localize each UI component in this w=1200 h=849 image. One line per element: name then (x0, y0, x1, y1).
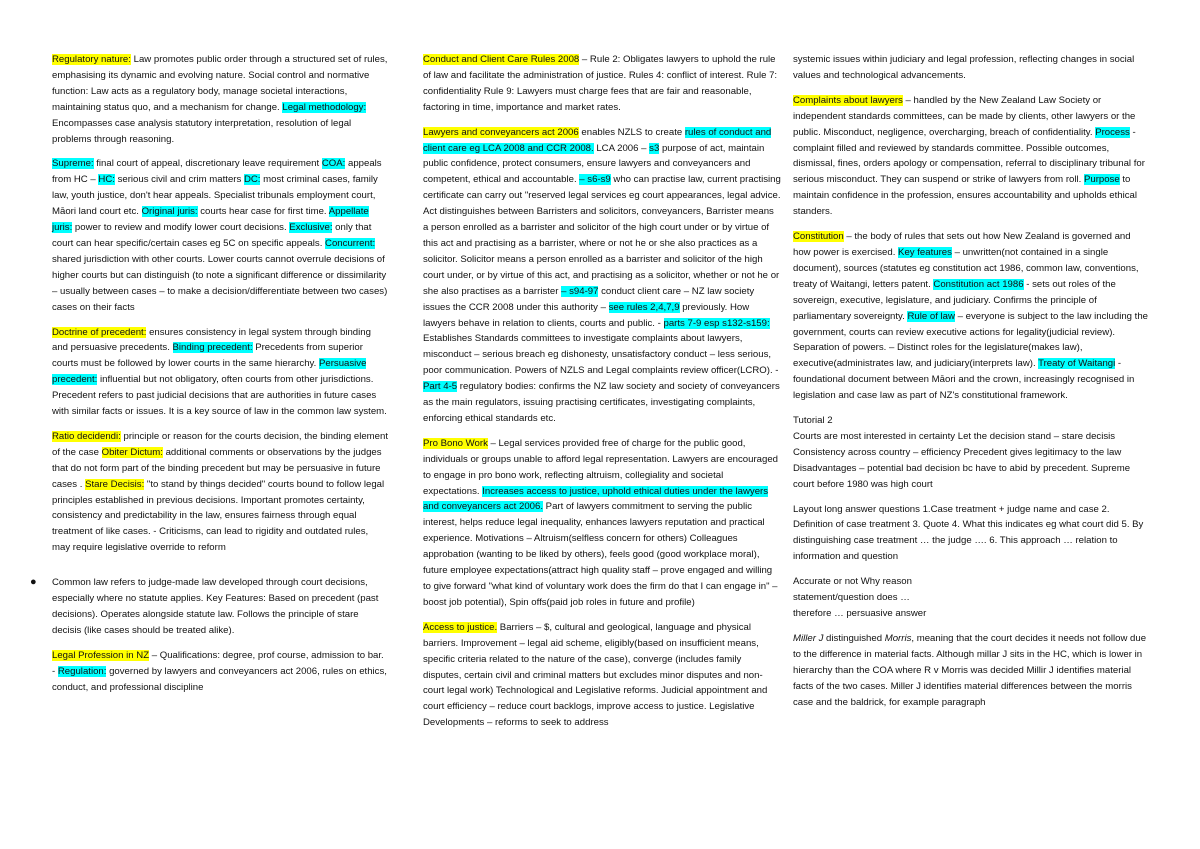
paragraph (793, 413, 1149, 493)
text-run: – Legal services provided free of charge for the public good, individuals or groups unable to afford legal representation. Lawyers are encouraged to engage in pro bono work, reflecting altruism, collegiality and societal expectations. (423, 437, 779, 497)
highlighted-term: Complaints about lawyers (793, 94, 903, 106)
highlighted-term: Pro Bono Work (423, 437, 488, 449)
text-run: systemic issues within judiciary and legal profession, reflecting changes in social values and technological advancements. (793, 54, 1135, 81)
paragraph (423, 436, 781, 611)
highlighted-term: Constitution act 1986 (933, 278, 1024, 290)
text-run: additional comments or observations by the judges that do not form part of the binding precedent but may be persuasive in future cases . (52, 446, 382, 490)
text-run: principle or reason for the courts decision, the binding element of the case (52, 430, 388, 458)
paragraph (52, 429, 388, 556)
highlighted-term: Binding precedent: (172, 342, 253, 354)
highlighted-term: Lawyers and conveyancers act 2006 (423, 126, 579, 138)
text-run: Miller J (793, 632, 824, 644)
text-run: influential but not obligatory, often courts from other jurisdictions. Precedent refers to past judicial decisions that are authorities in future cases with similar facts or issues. It is a key source of law in the common law system. (52, 374, 387, 418)
text-run: – everyone is subject to the law including the government, courts can review executive actions for legality(judicial review). Separation of powers. – Distinct roles for the legislature(makes law), executive(administrates law, and judiciary(interprets law). (793, 310, 1148, 370)
text-run: Law promotes public order through a structured set of rules, emphasising its dynamic and evolving nature. Social control and normative function: Law acts as a regulatory body, manage societal interactions, maintaining status quo, and a mechanism for change. (52, 54, 388, 113)
paragraph (793, 631, 1149, 711)
highlighted-term: Regulatory nature: (52, 54, 131, 65)
highlighted-term: COA: (321, 158, 346, 170)
highlighted-term: Treaty of Waitangi (1038, 358, 1116, 370)
text-run: conduct client care – NZ law society issues the CCR 2008 under this authority – (423, 285, 755, 313)
text-run: Establishes Standards committees to investigate complaints about lawyers, misconduct – serious breach eg dishonesty, unsatisfactory conduct – less serious, poor communication. Powers of NZLS and Legal complaints review officer(LCRO). - (423, 333, 779, 377)
column-2 (423, 52, 781, 740)
paragraph (52, 648, 388, 696)
text-run: Morris (884, 632, 912, 644)
paragraph (423, 620, 781, 731)
text-run: final court of appeal, discretionary leave requirement (93, 158, 322, 170)
highlighted-term: DC: (243, 174, 261, 186)
text-run: Precedents from superior courts must be followed by lower courts in the same hierarchy. (52, 342, 363, 370)
highlighted-term: Supreme: (52, 158, 94, 170)
text-run: Tutorial 2 Courts are most interested in certainty Let the decision stand – stare decisis Consistency across country – efficiency Precedent gives legitimacy to the law Disadvantages – potential bad decision bc have to abid by precedent. Supreme court before 1980 was high court (793, 415, 1131, 490)
text-run: courts hear case for first time. (197, 206, 329, 218)
paragraph (52, 325, 388, 420)
text-run: – unwritten(not contained in a single document), sources (statutes eg constitution act 1986, common law, conventions, treaty of Waitangi, letters patent. (793, 246, 1139, 290)
text-run: – Rule 2: Obligates lawyers to uphold the rule of law and facilitate the administration of justice. Rules 4: conflict of interest. Rule 7: confidentiality Rule 9: Lawyers must charge fees that are fair and reasonable, factoring in time, importance and market rates. (423, 54, 778, 113)
highlighted-term: HC: (98, 174, 115, 186)
text-run: enables NZLS to create (578, 126, 685, 138)
highlighted-term: Concurrent: (325, 237, 376, 249)
highlighted-term: Legal Profession in NZ (52, 649, 150, 661)
text-run: ensures consistency in legal system through binding and persuasive precedents. (52, 326, 371, 354)
text-run: who can practise law, current practising certificate can carry out "reserved legal services eg court appearances, legal advice. Act distinguishes between Barristers and solicitors, conveyancers, Barrister means a person enrolled as a barrister and solicitor of the high court under or by virtue of this act and practising as a barrister, where or not he or she also practices as a solicitor. Solicitor means a person enrolled as a barrister and solicitor of the high court under, or by virtue of this act, and practising as a solicitor, whether or not he or she also practises as a barrister (423, 174, 781, 297)
highlighted-term: Purpose (1083, 174, 1120, 186)
paragraph (793, 574, 1149, 622)
text-run: only that court can hear specific/certain cases eg 5C on specific appeals. (52, 222, 372, 249)
highlighted-term: – s6-s9 (579, 174, 611, 186)
text-run: Accurate or not Why reason statement/question does … therefore … persuasive answer (793, 576, 927, 619)
text-run: most criminal cases, family law, youth justice, don't hear appeals. Specialist tribunals employment court, Māori land court etc. (52, 174, 378, 218)
text-run: Common law refers to judge-made law developed through court decisions, especially where no statute applies. Key Features: Based on precedent (past decisions). Operates alongside statute law. Follows the principle of stare decisis (like cases should be treated alike). (52, 577, 379, 636)
text-run: – Qualifications: degree, prof course, admission to bar. - (52, 649, 384, 677)
text-run: to maintain confidence in the profession, ensures accountability and upholds ethical standers. (793, 174, 1137, 218)
text-run: Part of lawyers commitment to serving the public interest, helps reduce legal inequality, enhances lawyers reputation and practical experience. Motivations – Altruism(selfless concern for others) Colleagues approbation (wanting to be liked by others), feels good (good workplace moral), future employee expectations(attract high quality staff – prove engaged and willing to give forward "what kind of voluntary work does the firm do that I can engage in" – boost job potential), Spin offs(paid job roles in future and profile) (423, 501, 778, 608)
highlighted-term: Exclusive: (289, 222, 333, 234)
text-run: purpose of act, maintain public confidence, protect consumers, ensure lawyers and conveyancers and competent, ethical and accountable. (423, 142, 765, 186)
highlighted-term: Stare Decisis: (85, 478, 145, 490)
highlighted-term: Increases access to justice, uphold ethical duties under the lawyers and conveyancers act 2006. (423, 485, 769, 513)
text-run: - complaint filled and reviewed by standards committee. Possible outcomes, dismissal, fines, orders apology or compensation, referral to disciplinary tribunal for serious misconduct. They can suspend or strike of lawyers from roll. (793, 126, 1145, 186)
text-run: governed by lawyers and conveyancers act 2006, rules on ethics, conduct, and professional discipline (52, 665, 387, 693)
highlighted-term: Persuasive precedent: (52, 358, 367, 386)
paragraph (52, 52, 388, 147)
highlighted-term: s3 (649, 142, 660, 154)
paragraph (793, 229, 1149, 404)
text-run: Layout long answer questions 1.Case treatment + judge name and case 2. Definition of case treatment 3. Quote 4. What this indicates eg what court did 5. By distinguishing case treatment … the judge …. 6. This approach … relation to information and question (793, 503, 1144, 563)
spacer (52, 565, 388, 575)
bullet-icon: ● (30, 576, 37, 589)
highlighted-term: – s94-97 (561, 285, 599, 297)
highlighted-term: Process (1095, 126, 1130, 138)
text-run: LCA 2006 – (593, 142, 650, 154)
paragraph (423, 125, 781, 427)
highlighted-term: Legal methodology: (282, 101, 367, 113)
text-run: Encompasses case analysis statutory interpretation, resolution of legal problems through reasoning. (52, 117, 352, 145)
highlighted-term: parts 7-9 esp s132-s159: (663, 317, 770, 329)
text-run: "to stand by things decided" courts bound to follow legal principles established in previous decisions. Important promotes certainty, consistency and predictability in the law, ensures fairness through equal treatment of like cases. - Criticisms, can lead to rigidity and outdated rules, may require legislative override to reform (52, 478, 385, 554)
highlighted-term: Rule of law (907, 310, 955, 322)
text-run: – handled by the New Zealand Law Society or independent standards committees, can be made by clients, other lawyers or the public. Misconduct, negligence, overcharging, breach of confidentiality. (793, 94, 1136, 138)
paragraph (423, 52, 781, 116)
highlighted-term: Part 4-5 (423, 381, 458, 393)
highlighted-term: Access to justice. (423, 621, 498, 633)
highlighted-term: see rules 2,4,7,9 (608, 301, 680, 313)
text-run: distinguished (823, 632, 885, 644)
highlighted-term: Appellate juris: (52, 206, 369, 234)
highlighted-term: Doctrine of precedent: (52, 326, 147, 338)
highlighted-term: Key features (898, 246, 952, 258)
paragraph (52, 156, 388, 315)
bullet-paragraph (30, 575, 388, 639)
text-run: Barriers – $, cultural and geological, language and physical barriers. Improvement – legal aid scheme, eligibly(based on insufficient means, specific criteria related to the nature of the case), converge (includes family disputes, certain civil and criminal matters but excludes minor disputes and non-court legal work) Technological and Legislative reforms. Judicial appointment and court efficiency – reduce court backlogs, improve access to justice. Legislative Developments – reforms to seek to address (423, 621, 768, 729)
text-run: shared jurisdiction with other courts. Lower courts cannot overrule decisions of higher courts but can distinguish (to note a significant difference or dissimilarity – usually between cases – to make a decision/differentiate between two cases) cases on their facts (52, 253, 388, 313)
highlighted-term: Original juris: (141, 206, 198, 218)
text-run: serious civil and crim matters (114, 174, 244, 186)
highlighted-term: Constitution (793, 231, 844, 243)
highlighted-term: Obiter Dictum: (101, 446, 163, 458)
highlighted-term: Conduct and Client Care Rules 2008 (423, 54, 580, 65)
paragraph (793, 52, 1149, 84)
text-run: , meaning that the court decides it needs not follow due to the difference in material facts. Although millar J sits in the HC, which is lower in hierarchy than the COA where R v Morris was decided Millir J identifies material facts of the two cases. Miller J identifies material differences between the morris case and the baldrick, for example paragraph (793, 632, 1147, 708)
text-run: appeals from HC – (52, 158, 382, 186)
column-1 (30, 52, 388, 705)
text-run: regulatory bodies: confirms the NZ law society and society of conveyancers as the main regulators, issuing practising certificates, investigating complaints, enforcing ethical standards etc. (423, 381, 780, 424)
paragraph (793, 502, 1149, 566)
paragraph (793, 93, 1149, 220)
text-run: power to review and modify lower court decisions. (72, 222, 290, 234)
text-run: - sets out roles of the sovereign, executive, legislature, and judiciary. Confirms the principle of parliamentary sovereignty. (793, 278, 1116, 322)
highlighted-term: Regulation: (57, 665, 107, 677)
column-3 (793, 52, 1149, 719)
text-run: previously. How lawyers behave in relation to clients, courts and public. - (423, 301, 750, 329)
highlighted-term: Ratio decidendi: (52, 430, 121, 442)
highlighted-term: rules of conduct and client care eg LCA 2008 and CCR 2008. (423, 126, 772, 154)
text-run: - foundational document between Māori and the crown, increasingly recognised in legislation and case law as part of NZ's constitutional framework. (793, 358, 1135, 402)
text-run: – the body of rules that sets out how New Zealand is governed and how power is exercised. (793, 231, 1131, 258)
